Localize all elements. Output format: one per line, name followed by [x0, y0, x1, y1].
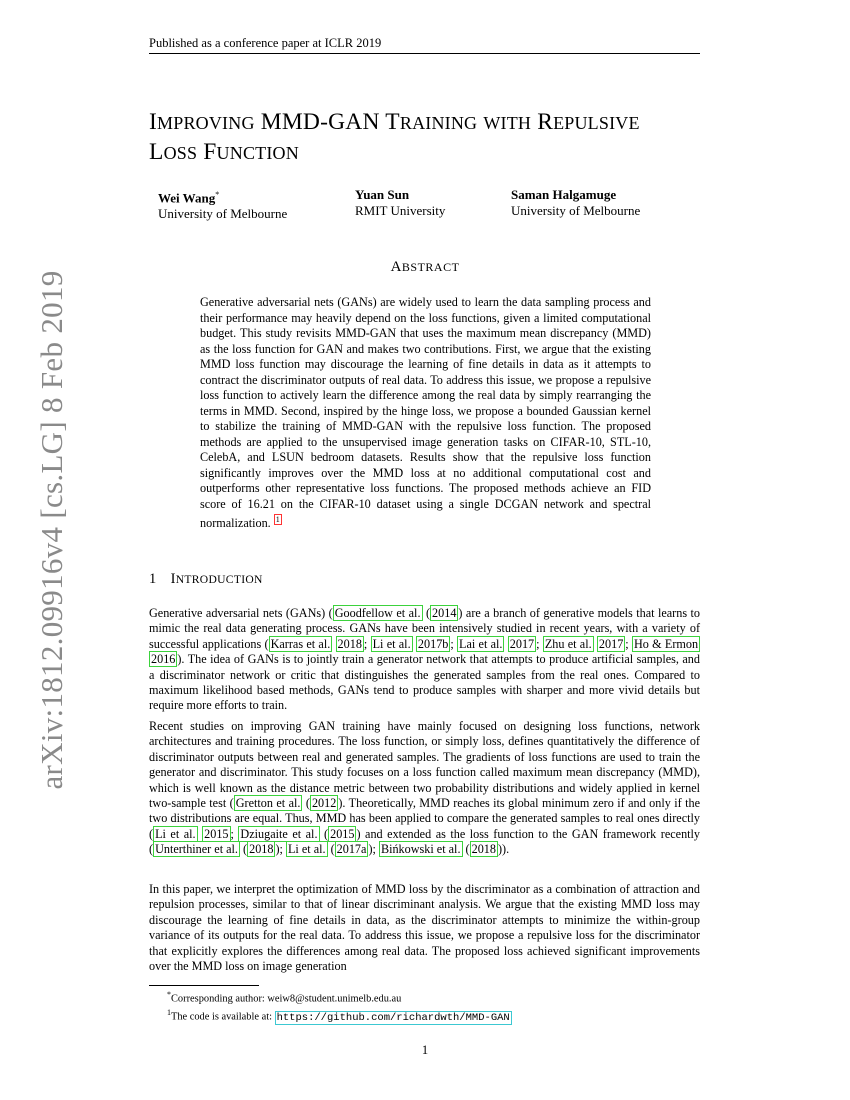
citation-year-link[interactable]: 2017b	[417, 636, 449, 651]
text-run: Generative adversarial nets (GANs) (	[149, 606, 333, 620]
title-smallcaps: EPULSIVE	[553, 113, 640, 133]
author-affiliation: University of Melbourne	[511, 203, 641, 218]
text-run: ). Theoretically, MMD reaches its global minimum zero if and only if the two distributions are equal. Thus, MMD has been applied to compare the generated samples to real ones directly (	[149, 796, 700, 841]
author-name: Yuan Sun	[355, 187, 410, 202]
text-run: ).	[502, 842, 510, 857]
citation-year-link[interactable]: 2018	[337, 636, 362, 651]
title-word: MMD-GAN	[260, 109, 380, 135]
citation-link[interactable]: Gretton et al.	[235, 796, 301, 811]
title-cap: I	[149, 109, 158, 135]
citation-link[interactable]: Goodfellow et al.	[334, 606, 421, 620]
running-header: Published as a conference paper at ICLR 2019	[149, 36, 382, 50]
title-smallcaps: OSS	[163, 143, 198, 163]
footnote	[167, 1006, 512, 1024]
citation-link[interactable]: Li et al.	[155, 826, 196, 841]
section-heading	[149, 571, 263, 588]
citation-link[interactable]: Li et al.	[287, 842, 326, 857]
footnote	[167, 988, 512, 1006]
abstract-text: Generative adversarial nets (GANs) are widely used to learn the data sampling process and their performance may heavily depend on the loss functions, given a limited computational budget. This study revisits MMD-GAN that uses the maximum mean discrepancy (MMD) as the loss function for GAN and makes two contributions. First, we argue that the existing MMD loss function may discourage the learning of fine details in data as it attempts to contract the discriminator outputs of real data. To address this issue, we propose a repulsive loss function to actively learn the difference among the real data by simply rearranging the terms in MMD. Second, inspired by the hinge loss, we propose a bounded Gaussian kernel to stabilize the training of MMD-GAN with the repulsive loss function. The proposed methods are applied to the unsupervised image generation tasks on CIFAR-10, STL-10, CelebA, and LSUN bedroom datasets. Results show that the repulsive loss function significantly improves over the MMD loss at no additional computational cost and outperforms other representative loss functions. The proposed methods achieve an FID score of 16.21 on the CIFAR-10 dataset using a single DCGAN network and spectral normalization.	[200, 295, 651, 531]
arxiv-stamp: arXiv:1812.09916v4 [cs.LG] 8 Feb 2019	[34, 270, 69, 790]
citation-year-link[interactable]: 2017a	[336, 842, 367, 857]
footnote-rule	[149, 985, 259, 986]
abstract-heading	[0, 259, 850, 276]
title-smallcaps: UNCTION	[216, 143, 299, 163]
text-run: Recent studies on improving GAN training have mainly focused on designing loss functions, network architectures and training procedures. The loss function, or simply loss, defines quantitatively the difference of discriminator outputs between real and generated samples. The gradients of loss functions are used to train the generator and discriminator. This study focuses on a loss function called maximum mean discrepancy (MMD), which is well known as the distance metric between two probability distributions and widely applied in kernel two-sample test (	[149, 719, 700, 811]
citation-year-link[interactable]: 2018	[471, 842, 496, 857]
section-title-cap: I	[170, 571, 176, 587]
footnote-text: Corresponding author: weiw8@student.unimelb.edu.au	[171, 993, 402, 1005]
text-run: ). The idea of GANs is to jointly train a generator network that attempts to produce artificial samples, and a discriminator network or critic that distinguishes the generated samples from the real ones. Compared to maximum likelihood based methods, GANs tend to produce samples with sharper and more vivid details but require more efforts to train.	[149, 652, 700, 713]
citation-year-link[interactable]: 2015	[204, 826, 229, 841]
paragraph: Recent studies on improving GAN training have mainly focused on designing loss functions, network architectures and training procedures. The loss function, or simply loss, defines quantitatively the difference of discriminator outputs between real and generated samples. The gradients of loss functions are used to train the generator and discriminator. This study focuses on a loss function called maximum mean discrepancy (MMD), which is well known as the distance metric between two probability distributions and widely applied in kernel two-sample test ( Gretton et al. ( 2012 ). Theoretically, MMD reaches its global minimum zero if and only if the two distributions are equal. Thus, MMD has been applied to compare the generated samples to real ones directly ( Li et al. 2015 ; Dziugaite et al. ( 2015 ) and extended as the loss function to the GAN framework recently ( Unterthiner et al. ( 2018 ); Li et al. ( 2017a ); Bińkowski et al. ( 2018 )).	[149, 719, 701, 857]
title-smallcaps: RAINING	[399, 113, 478, 133]
citation-link[interactable]: Zhu et al.	[544, 636, 592, 651]
title-smallcaps: MPROVING	[157, 113, 255, 133]
footnote-link[interactable]: 1	[275, 515, 280, 524]
paper-title	[149, 108, 709, 168]
paragraph	[149, 882, 700, 974]
section-title-smallcaps: NTRODUCTION	[175, 573, 263, 586]
title-smallcaps: WITH	[483, 113, 532, 133]
author-block	[511, 187, 640, 219]
author-name: Wei Wang	[158, 190, 216, 206]
author-block	[158, 187, 287, 222]
citation-year-link[interactable]: 2018	[249, 842, 274, 857]
citation-link[interactable]: Lai et al.	[459, 636, 503, 651]
citation-link[interactable]: Bińkowski et al.	[380, 842, 461, 857]
paragraph: Generative adversarial nets (GANs) ( Goodfellow et al. ( 2014 ) are a branch of generative models that learns to mimic the real data generating process. GANs have been intensively studied in recent years, with a variety of successful applications ( Karras et al. 2018 ; Li et al. 2017b ; Lai et al. 2017 ; Zhu et al. 2017 ; Ho & Ermon 2016 ). The idea of GANs is to jointly train a generator network that attempts to produce artificial samples, and a discriminator network or critic that distinguishes the generated samples from the real ones. Compared to maximum likelihood based methods, GANs tend to produce samples with sharper and more vivid details but require more efforts to train.	[149, 606, 701, 713]
citation-year-link[interactable]: 2016	[151, 652, 176, 667]
citation-year-link[interactable]: 2014	[432, 606, 457, 620]
heading-smallcaps: BSTRACT	[401, 260, 460, 274]
author-affiliation: RMIT University	[355, 203, 446, 218]
author-block	[355, 187, 445, 219]
citation-year-link[interactable]: 2015	[330, 826, 355, 841]
footnote-mark: 1	[167, 1008, 171, 1018]
abstract-body	[200, 295, 651, 532]
footnote-mark: *	[167, 990, 171, 999]
page-number: 1	[421, 1043, 429, 1057]
citation-link[interactable]: Dziugaite et al.	[240, 826, 318, 841]
header-rule	[149, 53, 700, 54]
citation-year-link[interactable]: 2017	[509, 636, 535, 651]
author-affiliation: University of Melbourne	[158, 206, 288, 222]
section-number: 1	[149, 571, 157, 587]
title-cap: F	[203, 139, 217, 165]
author-footnote-mark: *	[215, 190, 220, 199]
citation-link[interactable]: Li et al.	[372, 636, 411, 651]
author-name: Saman Halgamuge	[511, 187, 617, 202]
text-run: In this paper, we interpret the optimization of MMD loss by the discriminator as a combination of attraction and repulsion processes, similar to that of linear discriminant analysis. We argue that the existing MMD loss may discourage the learning of fine details in data, as the discriminator attempts to minimize the within-group variance of its outputs for the real data. To address this issue, we propose a repulsive loss for the discriminator that explicitly explores the differences among real data. The proposed loss achieved significant improvements over the MMD loss on image generation	[149, 882, 700, 974]
citation-year-link[interactable]: 2017	[598, 636, 624, 651]
citation-link[interactable]: Unterthiner et al.	[155, 842, 238, 857]
footnotes	[167, 988, 512, 1025]
title-cap: R	[537, 109, 554, 135]
title-cap: L	[149, 139, 164, 165]
citation-link[interactable]: Karras et al.	[270, 636, 331, 651]
text-run: ) and extended as the loss function to the GAN framework recently (	[149, 826, 701, 857]
code-url-link[interactable]: https://github.com/richardwth/MMD-GAN	[276, 1011, 510, 1024]
citation-link[interactable]: Ho & Ermon	[633, 636, 699, 651]
footnote-text: The code is available at:	[171, 1011, 275, 1023]
heading-cap: A	[390, 259, 402, 275]
citation-year-link[interactable]: 2012	[311, 796, 337, 811]
text-run: ) are a branch of generative models that learns to mimic the real data generating process. GANs have been intensively studied in recent years, with a variety of successful applications (	[149, 606, 701, 651]
title-cap: T	[385, 109, 400, 135]
